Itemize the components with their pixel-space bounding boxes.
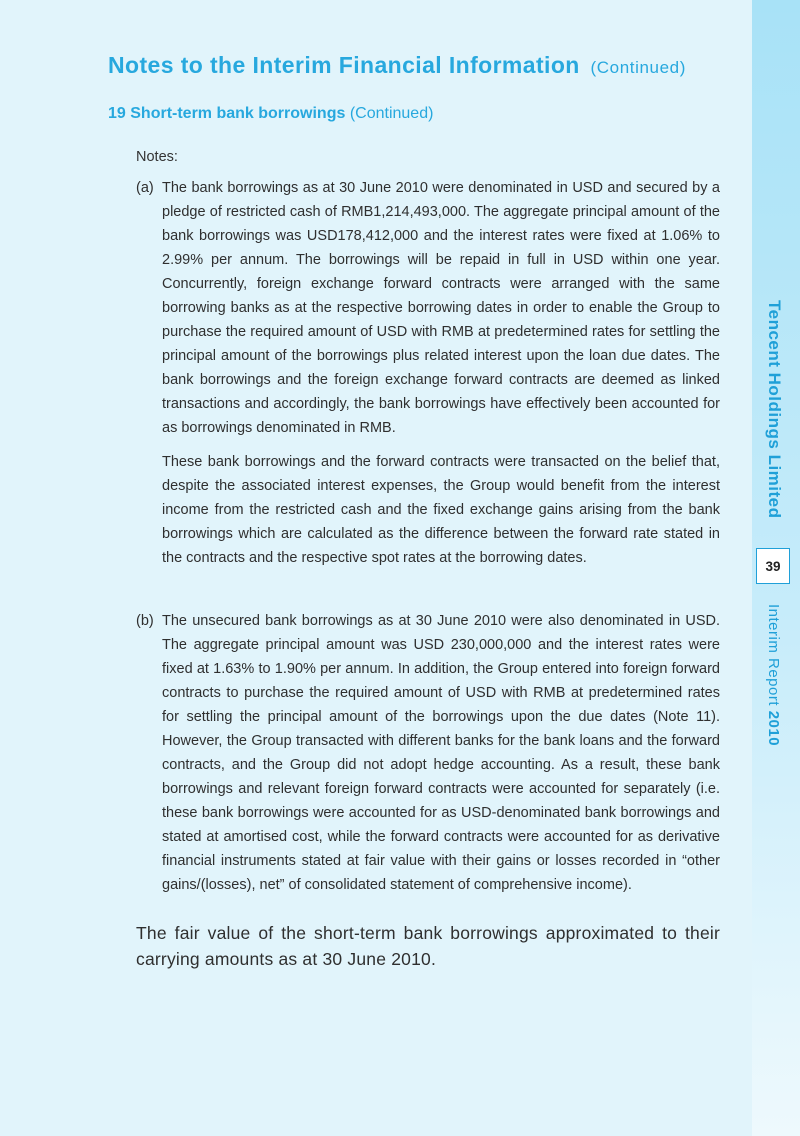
note-b-marker: (b) — [136, 613, 154, 629]
notes-label: Notes: — [136, 149, 178, 165]
note-b — [136, 609, 720, 907]
sidebar-company-name: Tencent Holdings Limited — [765, 300, 784, 519]
note-a — [136, 176, 720, 580]
page-number: 39 — [765, 558, 781, 574]
sidebar-report-title — [765, 604, 782, 746]
page-title-suffix: (Continued) — [590, 58, 686, 77]
sidebar-report-label: Interim Report — [765, 604, 782, 707]
note-a-paragraph-1: The bank borrowings as at 30 June 2010 were denominated in USD and secured by a pledge of restricted cash of RMB1,214,493,000. The aggregate principal amount of the bank borrowings was USD178,412,000 and the interest rates were fixed at 1.06% to 2.99% per annum. The borrowings will be repaid in full in USD within one year. Concurrently, foreign exchange forward contracts were arranged with the same borrowing banks as at the respective borrowing dates in order to enable the Group to purchase the required amount of USD with RMB at predetermined rates for settling the principal amount of the borrowings plus related interest upon the loan due dates. The bank borrowings and the foreign exchange forward contracts are deemed as linked transactions and accordingly, the bank borrowings have effectively been accounted for as borrowings denominated in RMB. — [162, 180, 720, 436]
sidebar-report-year: 2010 — [765, 710, 782, 747]
page-title-text: Notes to the Interim Financial Information — [108, 52, 580, 78]
note-a-paragraph-2: These bank borrowings and the forward contracts were transacted on the belief that, despite the associated interest expenses, the Group would benefit from the interest income from the restricted cash and the fixed exchange gains arising from the bank borrowings which are calculated as the difference between the forward rate stated in the contracts and the respective spot rates at the borrowing dates. — [162, 454, 720, 566]
note-b-paragraph-1: The unsecured bank borrowings as at 30 June 2010 were also denominated in USD. The aggregate principal amount was USD 230,000,000 and the interest rates were fixed at 1.63% to 1.90% per annum. In addition, the Group entered into foreign forward contracts to purchase the required amount of USD with RMB at predetermined rates for settling the principal amount of the borrowings upon the due dates (Note 11). However, the Group transacted with different banks for the bank loans and the forward contracts, and the Group did not adopt hedge accounting. As a result, these bank borrowings and relevant foreign forward contracts were accounted for separately (i.e. these bank borrowings were accounted for as USD-denominated bank borrowings and stated at amortised cost, while the forward contracts were accounted for as derivative financial instruments stated at fair value with their gains or losses recorded in “other gains/(losses), net” of consolidated statement of comprehensive income). — [162, 613, 720, 893]
section-heading-suffix: (Continued) — [349, 105, 434, 122]
page-title — [108, 52, 686, 79]
fair-value-statement: The fair value of the short-term bank borrowings approximated to their carrying amounts as at 30 June 2010. — [136, 923, 720, 969]
note-a-marker: (a) — [136, 180, 154, 196]
page-number-box — [756, 548, 790, 584]
section-heading-text: 19 Short-term bank borrowings — [108, 105, 346, 122]
section-heading — [108, 105, 433, 123]
